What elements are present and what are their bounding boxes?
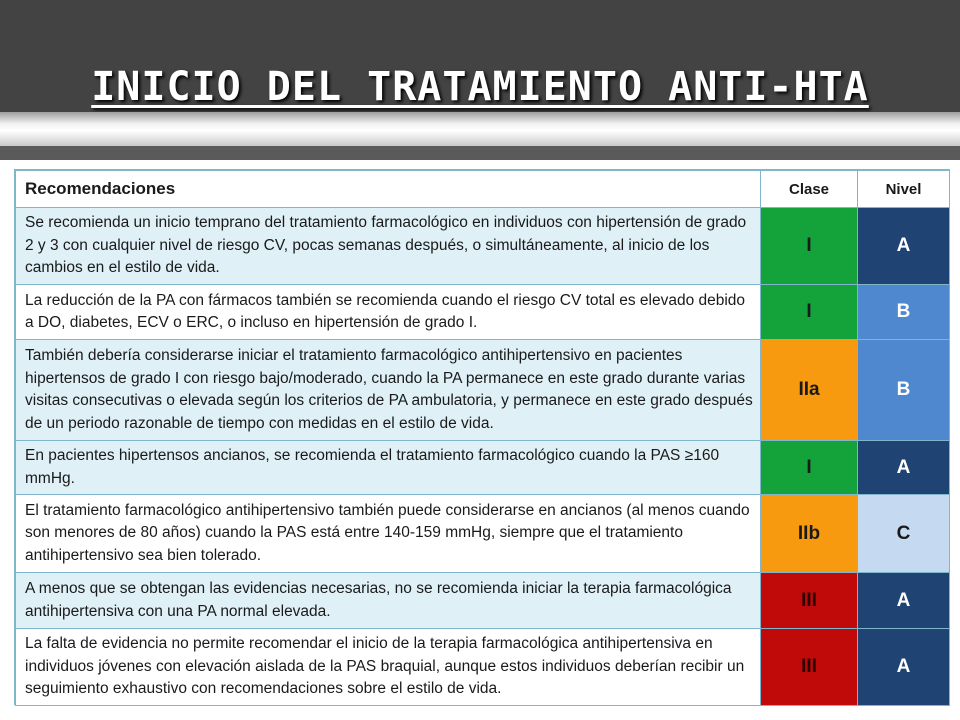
table-row bbox=[16, 340, 950, 441]
header-class: Clase bbox=[761, 171, 858, 208]
class-cell: I bbox=[761, 208, 858, 285]
decorative-band-dark bbox=[0, 146, 960, 160]
recommendations-table bbox=[14, 169, 950, 705]
level-cell: A bbox=[858, 208, 950, 285]
table-row bbox=[16, 441, 950, 495]
level-cell: C bbox=[858, 495, 950, 573]
table-header-row bbox=[16, 171, 950, 208]
class-cell: III bbox=[761, 573, 858, 629]
table-row bbox=[16, 208, 950, 285]
level-cell: A bbox=[858, 573, 950, 629]
table-row bbox=[16, 629, 950, 706]
header-level: Nivel bbox=[858, 171, 950, 208]
class-cell: IIb bbox=[761, 495, 858, 573]
table-row bbox=[16, 285, 950, 340]
level-cell: B bbox=[858, 285, 950, 340]
recommendation-text: A menos que se obtengan las evidencias necesarias, no se recomienda iniciar la terapia farmacológica antihipertensiva con una PA normal elevada. bbox=[16, 573, 761, 629]
class-cell: I bbox=[761, 441, 858, 495]
class-cell: III bbox=[761, 629, 858, 706]
recommendation-text: El tratamiento farmacológico antihipertensivo también puede considerarse en ancianos (al menos cuando son menores de 80 años) cuando la PAS está entre 140-159 mmHg, siempre que el tratamiento antihipertensivo sea bien tolerado. bbox=[16, 495, 761, 573]
table-row bbox=[16, 573, 950, 629]
class-cell: IIa bbox=[761, 340, 858, 441]
recommendation-text: También debería considerarse iniciar el tratamiento farmacológico antihipertensivo en pacientes hipertensos de grado I con riesgo bajo/moderado, cuando la PA permanece en este grado durante varias visitas consecutivas o elevada según los criterios de PA ambulatoria, y permanece en este grado después de un periodo razonable de tiempo con medidas en el estilo de vida. bbox=[16, 340, 761, 441]
title-bar bbox=[0, 0, 960, 112]
table-row bbox=[16, 495, 950, 573]
level-cell: B bbox=[858, 340, 950, 441]
slide-title: INICIO DEL TRATAMIENTO ANTI-HTA bbox=[91, 64, 869, 110]
class-cell: I bbox=[761, 285, 858, 340]
recommendation-text: Se recomienda un inicio temprano del tratamiento farmacológico en individuos con hipertensión de grado 2 y 3 con cualquier nivel de riesgo CV, pocas semanas después, o simultáneamente, al inicio de los cambios en el estilo de vida. bbox=[16, 208, 761, 285]
header-recommendations: Recomendaciones bbox=[16, 171, 761, 208]
recommendation-text: En pacientes hipertensos ancianos, se recomienda el tratamiento farmacológico cuando la PAS ≥160 mmHg. bbox=[16, 441, 761, 495]
recommendation-text: La reducción de la PA con fármacos también se recomienda cuando el riesgo CV total es elevado debido a DO, diabetes, ECV o ERC, o incluso en hipertensión de grado I. bbox=[16, 285, 761, 340]
level-cell: A bbox=[858, 441, 950, 495]
level-cell: A bbox=[858, 629, 950, 706]
recommendation-text: La falta de evidencia no permite recomendar el inicio de la terapia farmacológica antihipertensiva en individuos jóvenes con elevación aislada de la PAS braquial, aunque estos individuos deberían recibir un seguimiento exhaustivo con recomendaciones sobre el estilo de vida. bbox=[16, 629, 761, 706]
decorative-band bbox=[0, 112, 960, 146]
